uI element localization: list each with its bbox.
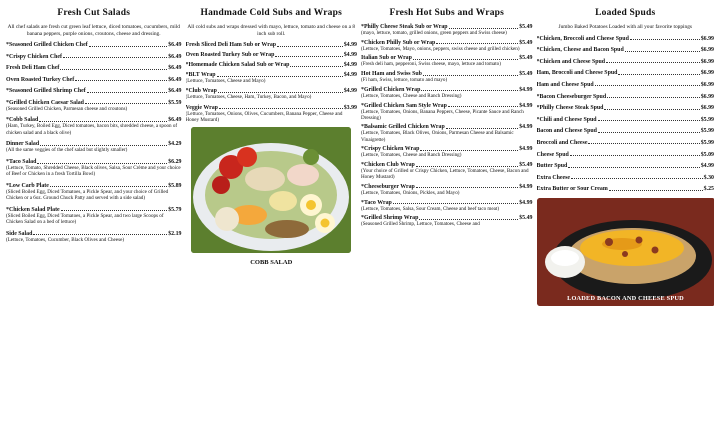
menu-item-line bbox=[6, 77, 182, 83]
menu-item-price: $4.99 bbox=[343, 52, 357, 59]
dot-leader bbox=[595, 85, 700, 86]
column-cold-subs-wraps bbox=[186, 6, 358, 434]
menu-item-name: *Chicken Salad Plate bbox=[6, 206, 60, 213]
menu-item bbox=[6, 183, 182, 201]
menu-item-price: $6.99 bbox=[700, 58, 714, 65]
dot-leader bbox=[571, 178, 703, 179]
menu-item-price: $6.99 bbox=[700, 81, 714, 88]
dot-leader bbox=[588, 143, 699, 144]
menu-item-line bbox=[6, 42, 182, 48]
menu-item bbox=[537, 152, 714, 158]
menu-item-line bbox=[537, 59, 714, 65]
menu-item bbox=[6, 100, 182, 112]
menu-item bbox=[537, 175, 714, 181]
dot-leader bbox=[33, 234, 167, 235]
dot-leader bbox=[420, 150, 518, 151]
menu-item bbox=[537, 70, 714, 76]
dot-leader bbox=[217, 76, 343, 77]
cobb-salad-caption: COBB SALAD bbox=[250, 259, 293, 266]
dot-leader bbox=[625, 51, 700, 52]
menu-item-price: $6.99 bbox=[700, 93, 714, 100]
menu-item-price: $5.99 bbox=[700, 139, 714, 146]
menu-item-name: Ham and Cheese Spud bbox=[536, 81, 594, 88]
menu-item-price: $4.99 bbox=[519, 86, 533, 93]
menu-item-list bbox=[6, 42, 182, 243]
menu-item-price: $4.99 bbox=[700, 163, 714, 170]
dot-leader bbox=[277, 46, 343, 47]
menu-item bbox=[361, 87, 533, 99]
menu-item bbox=[537, 105, 714, 111]
menu-item-name: *Crispy Chicken Wrap bbox=[361, 146, 420, 153]
dot-leader bbox=[50, 186, 167, 187]
dot-leader bbox=[37, 163, 167, 164]
menu-item-price: $5.49 bbox=[519, 162, 533, 169]
menu-item-name: *Balsamic Grilled Chicken Wrap bbox=[361, 124, 445, 131]
menu-item bbox=[6, 231, 182, 243]
menu-item bbox=[361, 55, 533, 67]
menu-item-price: $5.99 bbox=[700, 128, 714, 135]
menu-item-name: Butter Spud bbox=[536, 163, 568, 170]
dot-leader bbox=[63, 57, 167, 58]
loaded-spud-photo bbox=[537, 198, 714, 306]
menu-item-name: Fresh Sliced Deli Ham Sub or Wrap bbox=[185, 42, 277, 49]
menu-item-name: *Bacon Cheeseburger Spud bbox=[536, 93, 607, 100]
menu-item-line bbox=[186, 42, 358, 48]
menu-item-price: $4.99 bbox=[343, 62, 357, 69]
menu-item-name: *Cobb Salad bbox=[6, 117, 39, 124]
menu-item-list bbox=[361, 24, 533, 228]
menu-item-description: (Lettuce, Tomato, Shredded Cheese, Black olives, Salsa, Sour Crème and your choice of Beef or Chicken in a fresh Tortilla Bowl) bbox=[6, 165, 181, 178]
menu-item bbox=[361, 200, 533, 212]
section-title: Handmade Cold Subs and Wraps bbox=[200, 8, 342, 18]
dot-leader bbox=[606, 62, 700, 63]
menu-item-description: (Lettuce, Tomatoes, Mayo, onions, peppers, swiss cheese and grilled chicken) bbox=[361, 45, 520, 52]
menu-item-price: $5.59 bbox=[168, 99, 182, 106]
menu-item-name: Extra Cheese bbox=[536, 174, 571, 181]
menu-item-name: Veggie Wrap bbox=[185, 104, 218, 111]
menu-item-line bbox=[186, 62, 358, 68]
menu-item-price: $4.99 bbox=[343, 72, 357, 79]
menu-item bbox=[537, 82, 714, 88]
menu-item-name: *Seasoned Grilled Chicken Chef bbox=[6, 42, 88, 49]
menu-item-description: (Lettuce, Tomatoes, Cheese and Ranch Dressing) bbox=[361, 152, 462, 159]
menu-item-list bbox=[186, 42, 358, 123]
menu-item-description: (Lettuce, Tomatoes, Onions, Banana Peppers, Cheese, Picante Sauce and Ranch Dressing) bbox=[361, 108, 524, 121]
menu-item bbox=[361, 124, 533, 142]
menu-item bbox=[537, 47, 714, 53]
menu-item-name: *Chicken, Broccoli and Cheese Spud bbox=[536, 35, 629, 42]
menu-item-price: $6.99 bbox=[700, 47, 714, 54]
menu-item-price: $6.99 bbox=[700, 35, 714, 42]
menu-item bbox=[186, 52, 358, 58]
menu-item-description: (Sliced Boiled Egg, Diced Tomatoes, a Pickle Spear, and two large Scoops of Chicken Salad on a bed of lettuce) bbox=[6, 212, 164, 226]
menu-item-price: $.25 bbox=[703, 186, 714, 193]
dot-leader bbox=[448, 106, 518, 107]
menu-item-name: Italian Sub or Wrap bbox=[361, 55, 412, 62]
menu-item-description: (Your choice of Grilled or Crispy Chicken, Lettuce, Tomatoes, Cheese, Bacon and Honey Mustard) bbox=[361, 168, 529, 181]
dot-leader bbox=[275, 56, 342, 57]
menu-item-name: *Crispy Chicken Chef bbox=[6, 53, 62, 60]
menu-item-line bbox=[537, 47, 714, 53]
menu-item-line bbox=[6, 65, 182, 71]
menu-item-name: *Chicken and Cheese Spud bbox=[536, 58, 606, 65]
dot-leader bbox=[570, 155, 700, 156]
salad-illustration bbox=[191, 127, 351, 253]
menu-item-line bbox=[537, 117, 714, 123]
menu-item-line bbox=[537, 128, 714, 134]
menu-item-description: (Lettuce, Tomatoes, Onions, Olives, Cucumbers, Banana Pepper, Cheese and Honey Mustard) bbox=[185, 110, 343, 123]
column-fresh-cut-salads bbox=[6, 6, 182, 434]
menu-item-description: (Seasoned Grilled Shrimp, Lettuce, Tomatoes, Cheese and bbox=[361, 221, 480, 228]
menu-item-price: $6.49 bbox=[168, 53, 182, 60]
menu-item-name: *Philly Cheese Steak Sub or Wrap bbox=[361, 24, 448, 30]
menu-item bbox=[361, 24, 533, 36]
menu-item-description: (Fresh deli ham, pepperoni, Swiss cheese, mayo, lettuce and tomato) bbox=[361, 61, 501, 68]
dot-leader bbox=[75, 80, 167, 81]
menu-item-list bbox=[537, 36, 714, 193]
menu-item bbox=[537, 94, 714, 100]
dot-leader bbox=[39, 121, 167, 122]
menu-item-name: *Cheeseburger Wrap bbox=[361, 183, 415, 190]
dot-leader bbox=[568, 167, 699, 168]
menu-item-description: (Lettuce, Tomatoes, Cucumber, Black Olives and Cheese) bbox=[6, 236, 125, 243]
menu-item bbox=[186, 72, 358, 84]
section-intro: All chef salads are fresh cut green leaf lettuce, diced tomatoes, cucumbers, mild banana peppers, purple onions, croutons, cheese and dressing. bbox=[7, 24, 180, 37]
menu-item-name: *Grilled Chicken Sam Style Wrap bbox=[361, 102, 447, 109]
menu-item-line bbox=[537, 140, 714, 146]
menu-item-price: $5.49 bbox=[519, 24, 533, 30]
dot-leader bbox=[630, 39, 700, 40]
menu-item-price: $5.49 bbox=[519, 55, 533, 62]
menu-item-price: $3.99 bbox=[343, 104, 357, 111]
menu-item-name: *Grilled Chicken Wrap bbox=[361, 86, 421, 93]
menu-item-name: Oven Roasted Turkey Sub or Wrap bbox=[185, 52, 275, 59]
menu-item-price: $6.49 bbox=[168, 117, 182, 124]
dot-leader bbox=[421, 90, 518, 91]
dot-leader bbox=[87, 92, 168, 93]
menu-item-line bbox=[537, 94, 714, 100]
menu-item-name: *Club Wrap bbox=[185, 88, 217, 95]
menu-item-line bbox=[6, 88, 182, 94]
menu-item-price: $4.99 bbox=[519, 146, 533, 153]
menu-item bbox=[537, 36, 714, 42]
dot-leader bbox=[219, 108, 343, 109]
menu-item-name: Cheese Spud bbox=[536, 151, 569, 158]
menu-item bbox=[186, 105, 358, 123]
section-title: Loaded Spuds bbox=[595, 8, 656, 18]
menu-item-description: (Seasoned Grilled Chicken, Parmesan cheese and croutons) bbox=[6, 105, 128, 112]
menu-item bbox=[361, 184, 533, 196]
menu-item-price: $5.89 bbox=[168, 182, 182, 189]
column-hot-subs-wraps bbox=[361, 6, 533, 434]
menu-item bbox=[537, 59, 714, 65]
dot-leader bbox=[218, 92, 343, 93]
dot-leader bbox=[416, 187, 518, 188]
menu-item-price: $6.49 bbox=[168, 65, 182, 72]
menu-item-price: $5.09 bbox=[700, 151, 714, 158]
dot-leader bbox=[446, 128, 519, 129]
menu-item-name: Dinner Salad bbox=[6, 141, 40, 148]
section-intro: All cold subs and wraps dressed with mayo, lettuce, tomato and cheese on a 8 inch sub roll. bbox=[187, 24, 356, 37]
column-loaded-spuds bbox=[537, 6, 714, 434]
menu-item-price: $.30 bbox=[703, 174, 714, 181]
menu-item-price: $4.29 bbox=[168, 141, 182, 148]
menu-item-name: *Grilled Shrimp Wrap bbox=[361, 215, 419, 222]
menu-item-price: $5.49 bbox=[519, 215, 533, 222]
dot-leader bbox=[413, 59, 518, 60]
menu-item-name: *Taco Salad bbox=[6, 159, 37, 165]
dot-leader bbox=[609, 190, 703, 191]
menu-item bbox=[6, 88, 182, 94]
menu-item-price: $5.99 bbox=[700, 116, 714, 123]
dot-leader bbox=[393, 203, 518, 204]
dot-leader bbox=[436, 43, 518, 44]
menu-item-price: $6.49 bbox=[168, 88, 182, 95]
menu-item bbox=[537, 140, 714, 146]
menu-item-description: (Lettuce, Tomatoes, Black Olives, Onions, Parmesan Cheese and Balsamic Vinaigrette) bbox=[361, 130, 514, 143]
menu-item-name: Fresh Deli Ham Chef bbox=[6, 65, 60, 72]
dot-leader bbox=[449, 28, 519, 29]
menu-item-price: $4.99 bbox=[519, 124, 533, 131]
menu-item bbox=[537, 186, 714, 192]
menu-item-name: Extra Butter or Sour Cream bbox=[536, 186, 608, 193]
menu-item-line bbox=[537, 70, 714, 76]
dot-leader bbox=[416, 166, 518, 167]
menu-item bbox=[361, 146, 533, 158]
dot-leader bbox=[85, 103, 167, 104]
menu-item-line bbox=[537, 36, 714, 42]
dot-leader bbox=[618, 74, 699, 75]
menu-item-description: (mayo, lettuce, tomato, grilled onions, green peppers and Swiss cheese) bbox=[361, 30, 507, 36]
menu-item-name: *Grilled Chicken Caesar Salad bbox=[6, 99, 84, 106]
menu-item bbox=[6, 159, 182, 177]
menu-item-name: *Chicken Philly Sub or Wrap bbox=[361, 39, 436, 46]
menu-item-price: $6.49 bbox=[168, 76, 182, 83]
menu-item-price: $5.49 bbox=[519, 71, 533, 78]
dot-leader bbox=[89, 46, 168, 47]
menu-item-price: $4.99 bbox=[343, 42, 357, 49]
menu-item-line bbox=[537, 152, 714, 158]
menu-item-line bbox=[537, 82, 714, 88]
watermark-logo: menupix bbox=[600, 382, 657, 397]
menu-item bbox=[6, 141, 182, 153]
cobb-salad-photo bbox=[191, 127, 351, 253]
dot-leader bbox=[61, 210, 168, 211]
dot-leader bbox=[598, 120, 700, 121]
menu-item-name: Hot Ham and Swiss Sub bbox=[361, 71, 422, 78]
menu-item bbox=[361, 71, 533, 83]
menu-item-name: *Seasoned Grilled Shrimp Chef bbox=[6, 88, 86, 95]
menu-item-name: *Chili and Cheese Spud bbox=[536, 116, 597, 123]
menu-item-name: *Chicken, Cheese and Bacon Spud bbox=[536, 47, 624, 54]
menu-item-description: (Lettuce, Tomatoes, Cheese, Ham, Turkey, Bacon, and Mayo) bbox=[185, 94, 312, 101]
menu-item bbox=[537, 163, 714, 169]
menu-item-line bbox=[186, 52, 358, 58]
menu-item-line bbox=[537, 186, 714, 192]
dot-leader bbox=[607, 97, 700, 98]
menu-item-line bbox=[537, 163, 714, 169]
menu-item-price: $5.49 bbox=[519, 39, 533, 46]
menu-item bbox=[6, 54, 182, 60]
menu-item-description: (All the same veggies of the chef salad but slightly smaller) bbox=[6, 147, 128, 154]
menu-item-name: *Homemade Chicken Salad Sub or Wrap bbox=[185, 62, 290, 69]
menu-item-name: Side Salad bbox=[6, 230, 33, 237]
menu-item bbox=[537, 128, 714, 134]
menu-item-name: Broccoli and Cheese bbox=[536, 139, 588, 146]
menu-item bbox=[6, 117, 182, 135]
menu-item bbox=[6, 42, 182, 48]
menu-item-price: $6.49 bbox=[168, 42, 182, 49]
menu-item-description: (Lettuce, Tomatoes, Cheese and Ranch Dressing) bbox=[361, 92, 462, 99]
menu-item-price: $6.99 bbox=[700, 70, 714, 77]
menu-item-line bbox=[537, 105, 714, 111]
section-title: Fresh Hot Subs and Wraps bbox=[389, 8, 505, 18]
menu-item bbox=[537, 117, 714, 123]
menu-item-description: (Ham, Turkey, Boiled Egg, Diced tomatoes, bacon bits, shredded cheese, a spoon of chicken salad and a black olive) bbox=[6, 123, 178, 136]
menu-item-price: $6.29 bbox=[168, 159, 182, 165]
spud-illustration bbox=[537, 198, 714, 306]
dot-leader bbox=[604, 109, 699, 110]
dot-leader bbox=[423, 75, 518, 76]
menu-item-price: $4.99 bbox=[519, 102, 533, 109]
dot-leader bbox=[598, 132, 700, 133]
section-title: Fresh Cut Salads bbox=[57, 8, 131, 18]
menu-item-name: Ham, Broccoli and Cheese Spud bbox=[536, 70, 618, 77]
menu-item-name: *Low Carb Plate bbox=[6, 182, 49, 189]
dot-leader bbox=[419, 219, 518, 220]
menu-item-name: Oven Roasted Turkey Chef bbox=[6, 76, 75, 83]
menu-item bbox=[361, 215, 533, 227]
menu-item-line bbox=[537, 175, 714, 181]
menu-item bbox=[6, 77, 182, 83]
menu-item-name: *Taco Wrap bbox=[361, 199, 392, 206]
menu-item-price: $4.99 bbox=[519, 199, 533, 206]
loaded-spud-caption: LOADED BACON AND CHEESE SPUD bbox=[567, 295, 684, 303]
menu-item-description: (Lettuce, Tomatoes, Salsa, Sour Cream, Cheese and beef taco meat) bbox=[361, 205, 500, 212]
menu-item-name: Bacon and Cheese Spud bbox=[536, 128, 597, 135]
menu-item bbox=[6, 65, 182, 71]
menu-item-name: *Chicken Club Wrap bbox=[361, 162, 415, 169]
dot-leader bbox=[290, 66, 342, 67]
menu-item-name: *BLT Wrap bbox=[185, 72, 216, 79]
menu-item bbox=[186, 62, 358, 68]
dot-leader bbox=[40, 145, 167, 146]
menu-item-price: $5.79 bbox=[168, 206, 182, 213]
menu-item-description: (Sliced Boiled Egg, Diced Tomatoes, a Pickle Spear, and your choice of Grilled Chicken or a 6oz. Ground Chuck Patty and served with a side salad) bbox=[6, 188, 169, 202]
menu-item-price: $4.99 bbox=[519, 183, 533, 190]
menu-item bbox=[361, 40, 533, 52]
menu-item-line bbox=[6, 54, 182, 60]
menu-item bbox=[6, 207, 182, 225]
menu-item bbox=[361, 162, 533, 180]
dot-leader bbox=[60, 69, 167, 70]
menu-item-price: $4.99 bbox=[343, 88, 357, 95]
menu-item-name: *Philly Cheese Steak Spud bbox=[536, 105, 604, 112]
menu-item-price: $6.99 bbox=[700, 105, 714, 112]
menu-item bbox=[186, 42, 358, 48]
menu-item-price: $2.19 bbox=[168, 230, 182, 237]
menu-item-description: (Fi ham, Swiss, lettuce, tomato and mayo) bbox=[361, 77, 448, 84]
section-intro: Jumbo Baked Potatoes Loaded with all your favorite toppings bbox=[558, 24, 693, 30]
menu-item bbox=[361, 103, 533, 121]
menu-item bbox=[186, 88, 358, 100]
menu-item-description: (Lettuce, Tomatoes, Cheese and Mayo) bbox=[185, 78, 266, 85]
menu-item-description: (Lettuce, Tomatoes, Onions, Pickles, and Mayo) bbox=[361, 189, 460, 196]
